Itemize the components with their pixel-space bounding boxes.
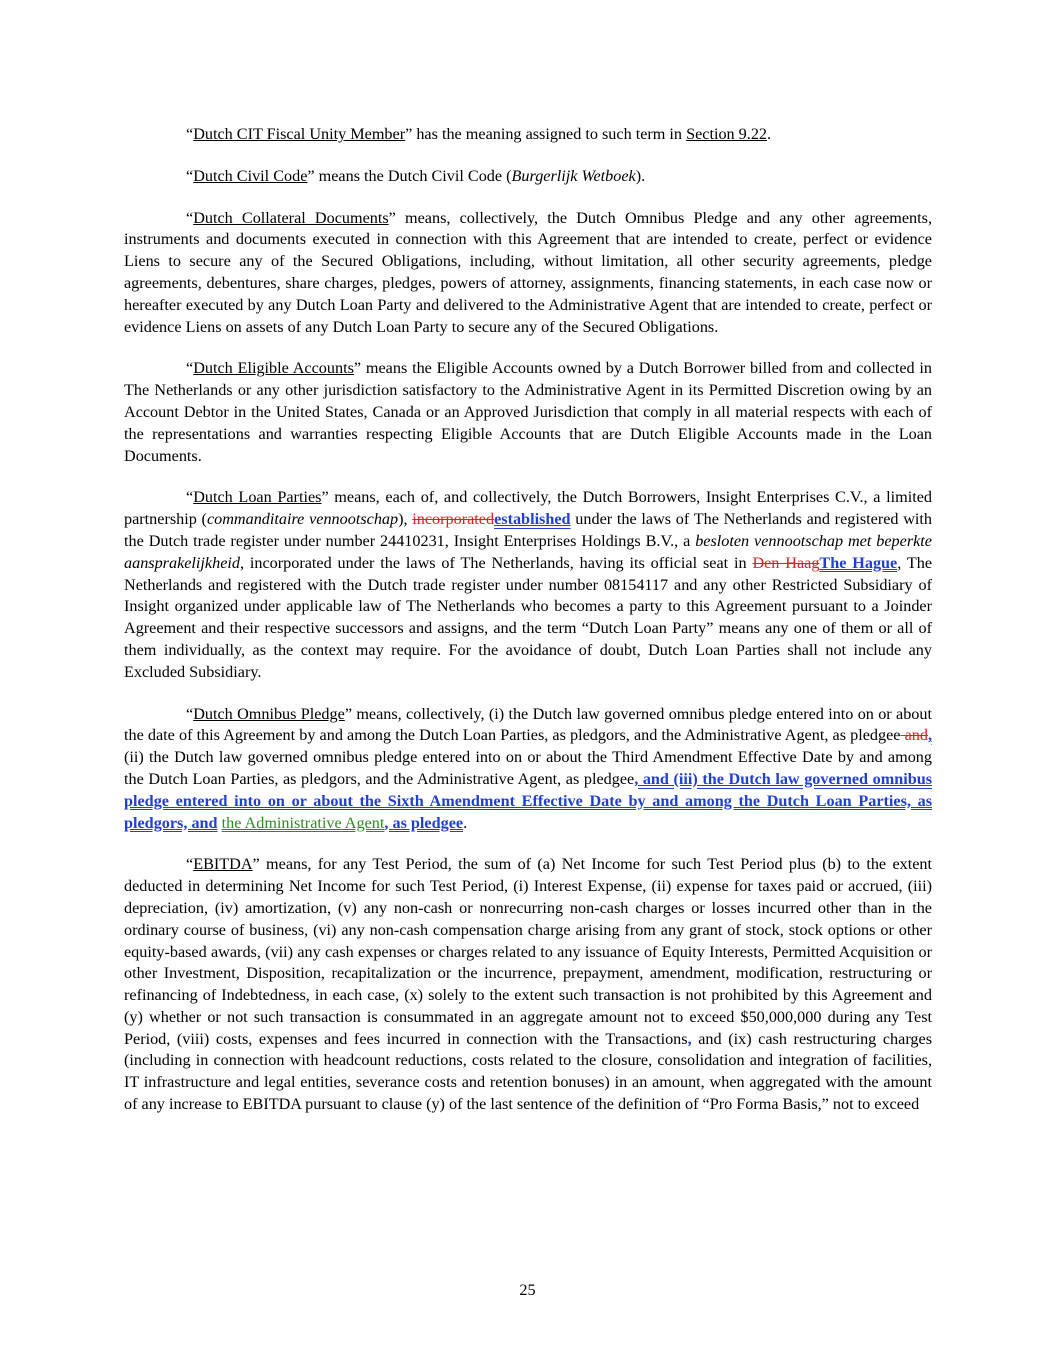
- document-page: [124, 124, 932, 1136]
- definition-text: ” has the meaning assigned to such term in: [405, 125, 687, 143]
- italic-term: besloten vennootschap met beperkte aansprakelijkheid: [124, 531, 932, 572]
- defined-term: EBITDA: [193, 855, 253, 874]
- definition-text: ” means, collectively, (i) the Dutch law governed omnibus pledge entered into on or about the date of this Agreement by and among the Dutch Loan Parties, as pledgors, and the Administrative Agent, as pledgee: [124, 704, 932, 745]
- quote-open: “: [186, 488, 194, 507]
- definition-text: (ii) the Dutch law governed omnibus pledge entered into on or about the Third Amendment Effective Date by and among the Dutch Loan Parties, as pledgors, and the Administrative Agent, as pledgee: [124, 748, 932, 788]
- definition-text: under the laws of The Netherlands and registered with the Dutch trade register under number 24410231, Insight Enterprises Holdings B.V., a: [124, 510, 933, 550]
- definition-text: , The Netherlands and registered with the Dutch trade register under number 08154117 and any other Restricted Subsidiary of Insight organized under applicable law of The Netherlands who becomes a party to this Agreement pursuant to a Joinder Agreement and their respective successors and assigns, and the term “Dutch Loan Party” means any one of them or all of them individually, as the context may require. For the avoidance of doubt, Dutch Loan Parties shall not include any Excluded Subsidiary.: [124, 553, 933, 681]
- definition-text: and (ix) cash restructuring charges (including in connection with headcount reductions, costs related to the closure, consolidation and integration of facilities, IT infrastructure and legal entities, severance costs and retention bonuses) in an amount, when aggregated with the amount of any increase to EBITDA pursuant to clause (y) of the last sentence of the definition of “Pro Forma Basis,” not to exceed: [124, 1029, 933, 1114]
- deleted-text: and: [900, 726, 928, 745]
- moved-text: the Administrative Agent: [221, 813, 385, 832]
- defined-term: Dutch Loan Parties: [193, 488, 322, 507]
- definition-ebitda: [124, 854, 932, 1116]
- definition-text: ” means the Dutch Civil Code (: [307, 166, 512, 185]
- definition-text: .: [463, 813, 468, 832]
- definition-dutch-eligible-accounts: [124, 358, 932, 467]
- inserted-text: ,: [687, 1029, 692, 1048]
- defined-term: Dutch CIT Fiscal Unity Member: [193, 125, 406, 143]
- definition-text: ),: [398, 510, 413, 529]
- definition-text: ” means, each of, and collectively, the Dutch Borrowers, Insight Enterprises C.V., a limited partnership (: [124, 488, 932, 529]
- section-reference: Section 9.22: [686, 125, 768, 143]
- definition-text: , incorporated under the laws of The Netherlands, having its official seat in: [239, 553, 753, 572]
- quote-open: “: [186, 166, 194, 185]
- inserted-text: The Hague: [819, 553, 898, 572]
- definition-dutch-omnibus-pledge: [124, 704, 932, 835]
- definition-text: ” means the Eligible Accounts owned by a Dutch Borrower billed from and collected in The Netherlands or any other jurisdiction satisfactory to the Administrative Agent in its Permitted Discretion owing by an Account Debtor in the United States, Canada or an Approved Jurisdiction that comply in all material respects with each of the representations and warranties respecting Eligible Accounts that are Dutch Eligible Accounts made in the Loan Documents.: [124, 359, 933, 465]
- deleted-text: Den Haag: [752, 553, 820, 572]
- defined-term: Dutch Eligible Accounts: [193, 359, 354, 378]
- page-number: 25: [519, 1281, 536, 1299]
- definition-dutch-civil-code: [124, 166, 932, 188]
- definition-dutch-collateral-documents: [124, 208, 932, 339]
- italic-term: Burgerlijk Wetboek: [511, 166, 636, 185]
- inserted-text: ,: [927, 726, 932, 745]
- definition-text: ).: [635, 166, 646, 185]
- inserted-text: , as pledgee: [384, 813, 464, 832]
- quote-open: “: [186, 855, 194, 874]
- quote-open: “: [186, 704, 194, 723]
- quote-open: “: [186, 125, 194, 143]
- inserted-text: , and (iii) the Dutch law governed omnibus pledge entered into on or about the Sixth Amendment Effective Date by and among the Dutch Loan Parties, as pledgors, and: [124, 769, 932, 832]
- deleted-text: incorporated: [412, 510, 495, 529]
- defined-term: Dutch Omnibus Pledge: [193, 704, 345, 723]
- defined-term: Dutch Collateral Documents: [193, 208, 389, 227]
- quote-open: “: [186, 208, 194, 227]
- quote-open: “: [186, 359, 194, 378]
- definition-text: ” means, collectively, the Dutch Omnibus Pledge and any other agreements, instruments and documents executed in connection with this Agreement that are intended to create, perfect or evidence Liens to secure any of the Secured Obligations, including, without limitation, all other security agreements, pledge agreements, debentures, share charges, pledges, powers of attorney, assignments, financing statements, in each case now or hereafter executed by any Dutch Loan Party and delivered to the Administrative Agent that are intended to create, perfect or evidence Liens on assets of any Dutch Loan Party to secure any of the Secured Obligations.: [124, 208, 932, 336]
- definition-dutch-loan-parties: [124, 487, 932, 683]
- definition-text: ” means, for any Test Period, the sum of (a) Net Income for such Test Period plus (b) to the extent deducted in determining Net Income for such Test Period, (i) Interest Expense, (ii) expense for taxes paid or accrued, (iii) depreciation, (iv) amortization, (v) any non-cash or nonrecurring non-cash charges or losses incurred other than in the ordinary course of business, (vi) any non-cash compensation charge arising from any grant of stock, stock options or other equity-based awards, (vii) any cash expenses or charges related to any issuance of Equity Interests, Permitted Acquisition or other Investment, Disposition, recapitalization or the incurrence, prepayment, amendment, modification, restructuring or refinancing of Indebtedness, in each case, (x) solely to the extent such transaction is not prohibited by this Agreement and (y) whether or not such transaction is consummated in an aggregate amount not to exceed $50,000,000 during any Test Period, (viii) costs, expenses and fees incurred in connection with the Transactions: [124, 855, 932, 1048]
- italic-term: commanditaire vennootschap: [206, 510, 399, 529]
- defined-term: Dutch Civil Code: [193, 166, 308, 185]
- definition-text: .: [767, 125, 772, 143]
- definition-dutch-cit-fiscal-unity-member: [124, 124, 932, 146]
- inserted-text: established: [494, 510, 571, 529]
